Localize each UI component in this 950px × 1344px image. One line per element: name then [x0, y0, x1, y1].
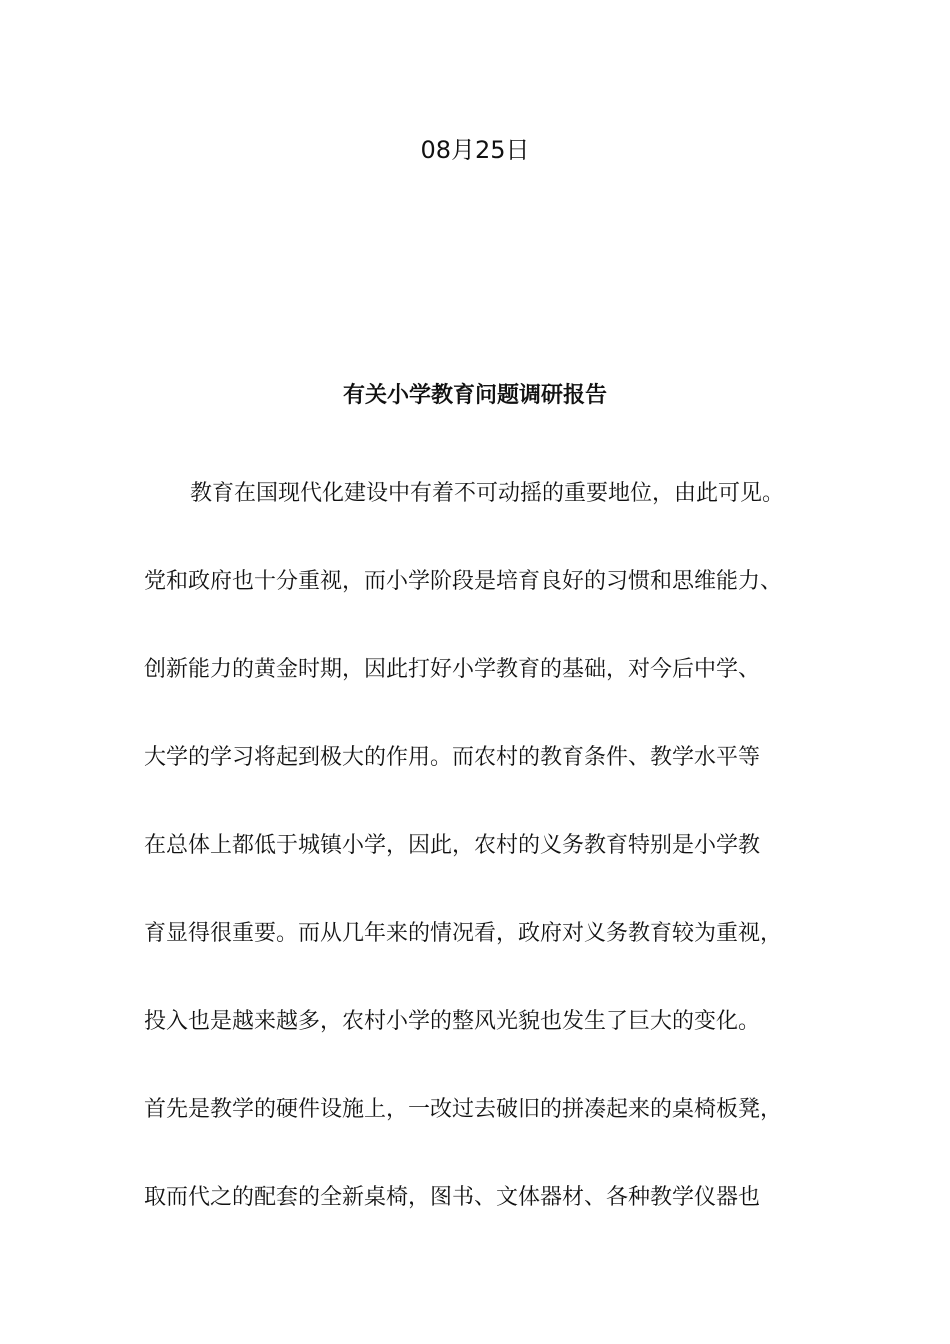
body-line: 投入也是越来越多，农村小学的整风光貌也发生了巨大的变化。 — [144, 1009, 761, 1034]
body-line: 大学的学习将起到极大的作用。而农村的教育条件、教学水平等 — [144, 745, 761, 770]
document-body — [144, 476, 844, 1268]
body-line: 育显得很重要。而从几年来的情况看，政府对义务教育较为重视， — [144, 921, 783, 946]
document-date: 08月25日 — [420, 136, 530, 164]
body-line: 取而代之的配套的全新桌椅，图书、文体器材、各种教学仪器也 — [144, 1185, 761, 1210]
body-line: 党和政府也十分重视，而小学阶段是培育良好的习惯和思维能力、 — [144, 569, 783, 594]
document-title: 有关小学教育问题调研报告 — [342, 383, 607, 408]
body-line: 首先是教学的硬件设施上，一改过去破旧的拼凑起来的桌椅板凳， — [144, 1097, 783, 1122]
body-line: 教育在国现代化建设中有着不可动摇的重要地位，由此可见。 — [190, 481, 785, 506]
body-line: 创新能力的黄金时期，因此打好小学教育的基础，对今后中学、 — [144, 657, 761, 682]
body-line: 在总体上都低于城镇小学，因此，农村的义务教育特别是小学教 — [144, 833, 761, 858]
